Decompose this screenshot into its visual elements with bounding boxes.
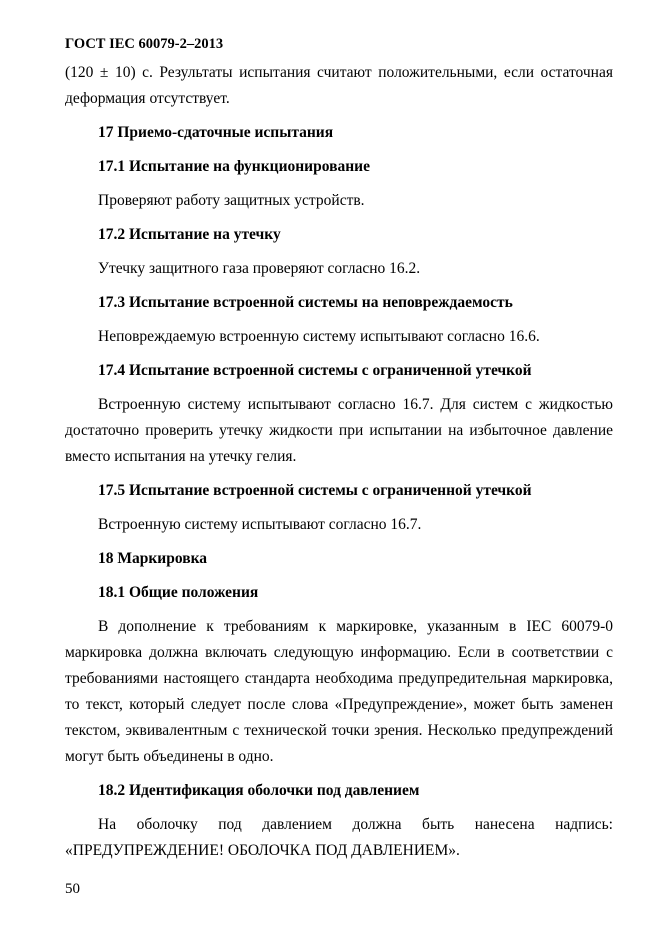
- section-heading-17: 17 Приемо-сдаточные испытания: [98, 124, 334, 141]
- page-body: [65, 60, 613, 864]
- paragraph-17-3: Неповреждаемую встроенную систему испытывают согласно 16.6.: [98, 328, 540, 345]
- section-heading-17-2: 17.2 Испытание на утечку: [98, 226, 281, 243]
- paragraph-17-2: Утечку защитного газа проверяют согласно 16.2.: [98, 260, 421, 277]
- paragraph-continuation: (120 ± 10) с. Результаты испытания считают положительными, если остаточная деформация отсутствует.: [65, 64, 613, 107]
- paragraph-17-5: Встроенную систему испытывают согласно 16.7.: [98, 516, 422, 533]
- paragraph-18-1: В дополнение к требованиям к маркировке, указанным в IEC 60079-0 маркировка должна включать следующую информацию. Если в соответствии с требованиями настоящего стандарта необходима предупредительная маркировка, то текст, который следует после слова «Предупреждение», может быть заменен текстом, эквивалентным с технической точки зрения. Несколько предупреждений могут быть объединены в одно.: [65, 618, 613, 765]
- document-header: ГОСТ IEC 60079-2–2013: [65, 36, 224, 52]
- paragraph-17-4: Встроенную систему испытывают согласно 16.7. Для систем с жидкостью достаточно проверить утечку жидкости при испытании на избыточное давление вместо испытания на утечку гелия.: [65, 396, 613, 465]
- page-number: 50: [65, 881, 80, 897]
- paragraph-17-1: Проверяют работу защитных устройств.: [98, 192, 365, 209]
- section-heading-17-3: 17.3 Испытание встроенной системы на неповреждаемость: [98, 294, 513, 311]
- section-heading-17-5: 17.5 Испытание встроенной системы с ограниченной утечкой: [98, 482, 532, 499]
- paragraph-18-2: На оболочку под давлением должна быть нанесена надпись: «ПРЕДУПРЕЖДЕНИЕ! ОБОЛОЧКА ПОД ДАВЛЕНИЕМ».: [65, 816, 613, 859]
- section-heading-18-1: 18.1 Общие положения: [98, 584, 259, 601]
- section-heading-17-4: 17.4 Испытание встроенной системы с ограниченной утечкой: [98, 362, 532, 379]
- section-heading-18-2: 18.2 Идентификация оболочки под давлением: [98, 782, 420, 799]
- section-heading-17-1: 17.1 Испытание на функционирование: [98, 158, 370, 175]
- section-heading-18: 18 Маркировка: [98, 550, 208, 567]
